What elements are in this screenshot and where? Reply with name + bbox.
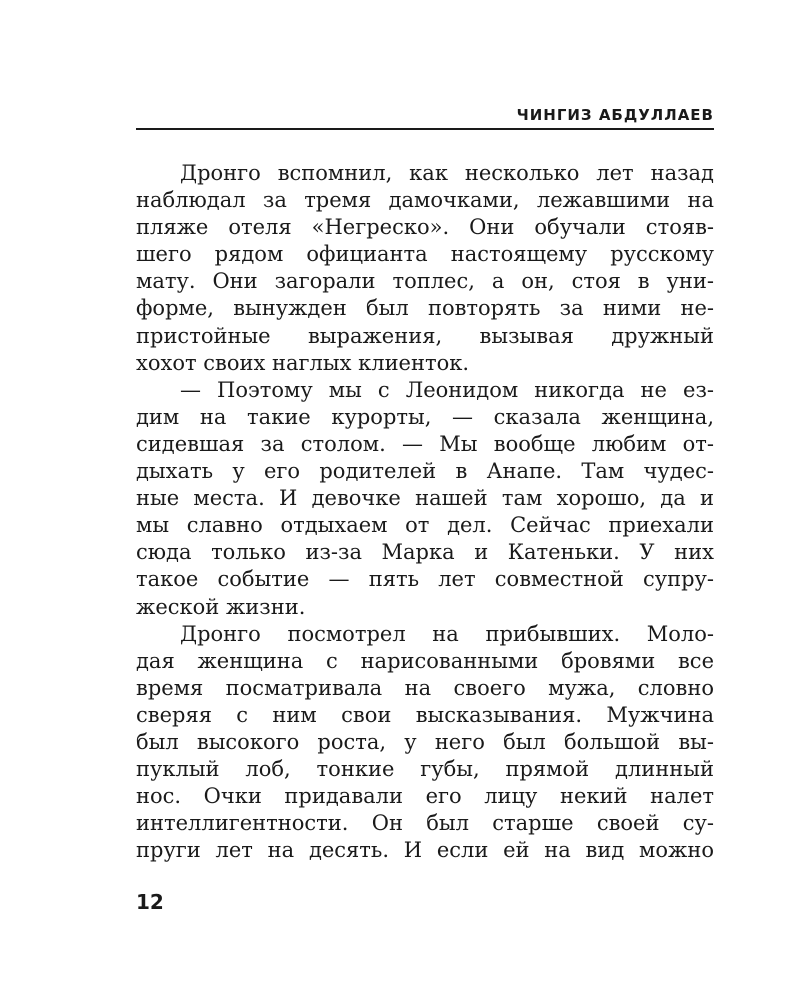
text-line: такое событие — пять лет совместной супру- — [136, 567, 714, 592]
text-line: сюда только из-за Марка и Катеньки. У них — [136, 540, 714, 565]
text-line: дыхать у его родителей в Анапе. Там чудес- — [136, 459, 714, 484]
text-line: шего рядом официанта настоящему русскому — [136, 242, 714, 267]
text-line: пруги лет на десять. И если ей на вид можно — [136, 838, 714, 863]
header-rule — [136, 128, 714, 130]
text-line: пристойные выражения, вызывая дружный — [136, 323, 714, 348]
text-line: ные места. И девочке нашей там хорошо, да и — [136, 486, 714, 511]
text-line: сидевшая за столом. — Мы вообще любим от- — [136, 431, 714, 456]
text-line: наблюдал за тремя дамочками, лежавшими на — [136, 188, 714, 213]
text-line: нос. Очки придавали его лицу некий налет — [136, 784, 714, 809]
text-line: хохот своих наглых клиенток. — [136, 350, 470, 375]
text-line: дим на такие курорты, — сказала женщина, — [136, 404, 714, 429]
text-line: интеллигентности. Он был старше своей су- — [136, 811, 714, 836]
body-text — [136, 160, 714, 864]
text-line: форме, вынужден был повторять за ними не- — [136, 296, 714, 321]
running-header: ЧИНГИЗ АБДУЛЛАЕВ — [516, 106, 714, 124]
text-line: мату. Они загорали топлес, а он, стоя в уни- — [136, 269, 714, 294]
text-line: жеской жизни. — [136, 594, 306, 619]
text-line: Дронго посмотрел на прибывших. Моло- — [180, 621, 714, 646]
text-line: — Поэтому мы с Леонидом никогда не ез- — [180, 377, 714, 402]
text-line: мы славно отдыхаем от дел. Сейчас приехали — [136, 513, 714, 538]
book-page — [136, 100, 714, 920]
text-line: пуклый лоб, тонкие губы, прямой длинный — [136, 757, 714, 782]
page-number: 12 — [136, 890, 164, 914]
text-line: пляже отеля «Негреско». Они обучали стояв- — [136, 215, 714, 240]
text-line: Дронго вспомнил, как несколько лет назад — [180, 161, 714, 185]
text-line: был высокого роста, у него был большой вы- — [136, 729, 714, 754]
text-line: сверяя с ним свои высказывания. Мужчина — [136, 702, 714, 727]
text-line: дая женщина с нарисованными бровями все — [136, 648, 714, 673]
text-line: время посматривала на своего мужа, словно — [136, 675, 714, 700]
